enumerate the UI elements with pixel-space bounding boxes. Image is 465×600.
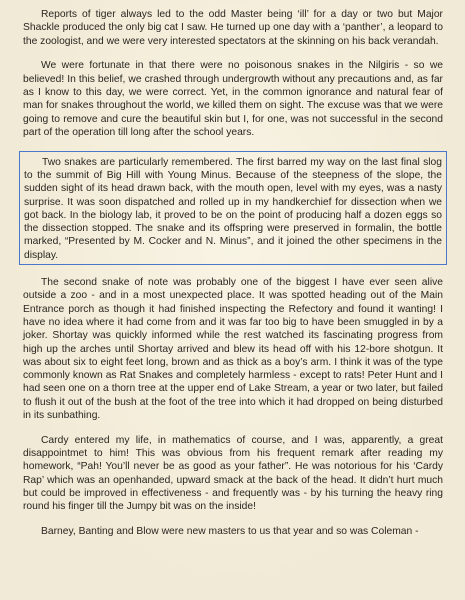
paragraph-cardy: Cardy entered my life, in mathematics of course, and I was, apparently, a great disappointmet to him! This was obvious from his frequent remark after reading my homework, “Pah! You’ll never be as good as your father”. He was notorious for his ‘Cardy Rap’ which was an openhanded, upward smack at the back of the head. It didn’t hurt much but could be improved in effectiveness - and frequently was - by his turning the heavy ring round his finger till the Jumpy bit was on the inside! <box>23 434 443 513</box>
paragraph-no-poisonous-snakes: We were fortunate in that there were no poisonous snakes in the Nilgiris - so we believed! In this belief, we crashed through undergrowth without any precautions and, as far as I know to this day, we were correct. Yet, in the common ignorance and natural fear of man for snakes throughout the world, we killed them on sight. The excuse was that we were going to remove and cure the beautiful skin but I, for one, was not successful in the second part of the operation till long after the school years. <box>23 60 443 138</box>
paragraph-two-snakes: Two snakes are particularly remembered. The first barred my way on the last final slog to the summit of Big Hill with Young Minus. Because of the steepness of the slope, the sudden sight of its head drawn back, with the mouth open, level with my eyes, was a nasty surprise. It was soon dispatched and rolled up in my handkerchief for dissection when we got back. In the biology lab, it proved to be on the point of producing half a dozen eggs so the dissection stopped. The snake and its offspring were preserved in formalin, the bottle marked, “Presented by M. Cocker and N. Minus”, and it joined the other specimens in the display. <box>24 156 442 261</box>
paragraph-tiger: Reports of tiger always led to the odd Master being ‘ill’ for a day or two but Major Shackle produced the only big cat I saw. He turned up one day with a ‘panther’, a leopard to the zoologist, and we were very interested spectators at the skinning on his back verandah. <box>23 9 443 47</box>
paragraph-new-masters: Barney, Banting and Blow were new masters to us that year and so was Coleman - <box>41 526 419 538</box>
paragraph-second-snake: The second snake of note was probably one of the biggest I have ever seen alive outside a zoo - and in a most unexpected place. It was spotted heading out of the Main Entrance porch as though it had finished inspecting the Refectory and found it wanting! I have no idea where it had come from and it was far too big to have been smuggled in by a joker. Shortay was quickly informed while the rest watched its fascinating progress from high up the arches until Shortay arrived and blew its head off with his 12-bore shotgun. It was about six to eight feet long, brown and as thick as a boy’s arm. I think it was of the type commonly known as Rat Snakes and completely harmless - except to rats! Peter Hunt and I had seen one on a thorn tree at the upper end of Lake Stream, a year or two later, but failed to flush it out of the bush at the foot of the tree into which it had dropped on being disturbed in its sunbathing. <box>23 277 443 422</box>
highlighted-selection <box>19 151 447 265</box>
